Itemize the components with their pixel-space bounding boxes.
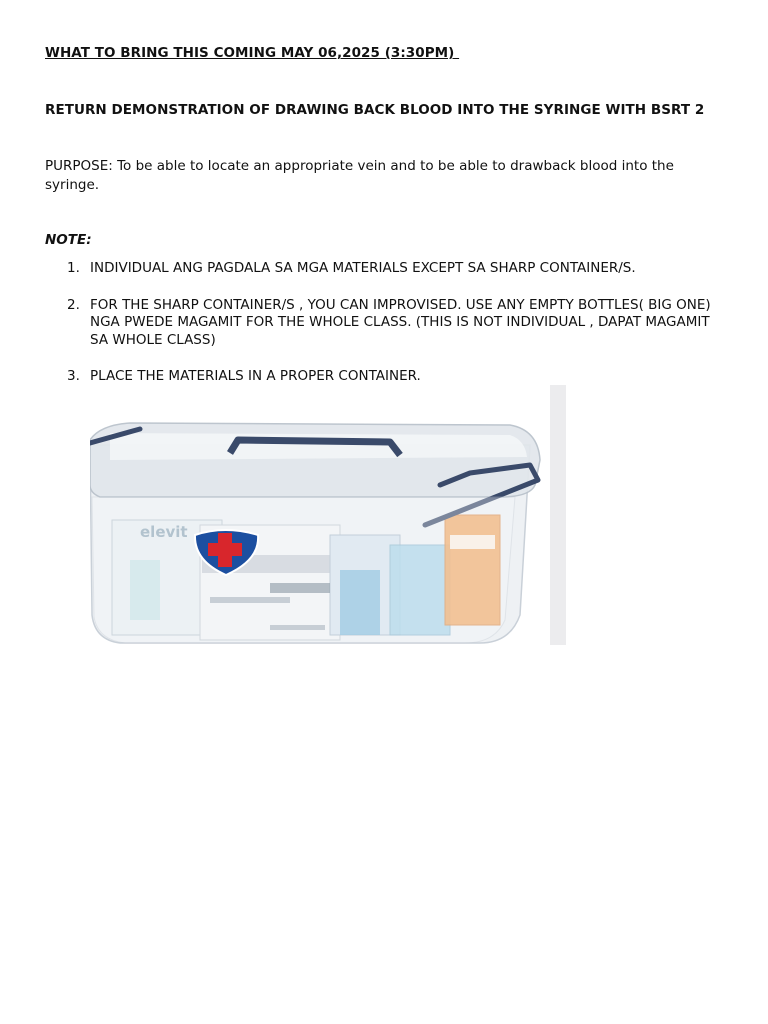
list-item — [45, 297, 725, 350]
list-item — [45, 260, 725, 278]
note-list — [45, 260, 725, 405]
label-text-bar — [270, 583, 330, 593]
first-aid-container-image — [90, 385, 570, 647]
list-item-text: INDIVIDUAL ANG PAGDALA SA MGA MATERIALS EXCEPT SA SHARP CONTAINER/S. — [90, 260, 636, 276]
list-item — [45, 368, 725, 386]
lid-highlight — [110, 433, 527, 460]
list-item-number: 1. — [67, 260, 80, 276]
label-text-bar — [210, 597, 290, 603]
note-label: NOTE: — [45, 232, 92, 248]
list-item-text: PLACE THE MATERIALS IN A PROPER CONTAINER. — [90, 368, 421, 384]
document-title: WHAT TO BRING THIS COMING MAY 06,2025 (3:30PM) — [45, 45, 460, 61]
label-text-bar — [270, 625, 325, 630]
purpose-paragraph: PURPOSE: To be able to locate an appropriate vein and to be able to drawback blood into the syringe. — [45, 158, 674, 193]
list-item-number: 3. — [67, 368, 80, 384]
list-item-text: FOR THE SHARP CONTAINER/S , YOU CAN IMPROVISED. USE ANY EMPTY BOTTLES( BIG ONE) NGA PWEDE MAGAMIT FOR THE WHOLE CLASS. (THIS IS NOT INDIVIDUAL , DAPAT MAGAMIT SA WHOLE CLASS) — [90, 296, 711, 348]
container-front — [92, 497, 515, 643]
photo-brand-text: elevit — [140, 523, 188, 541]
document-subtitle: RETURN DEMONSTRATION OF DRAWING BACK BLOOD INTO THE SYRINGE WITH BSRT 2 — [45, 102, 705, 118]
list-item-number: 2. — [67, 296, 80, 313]
